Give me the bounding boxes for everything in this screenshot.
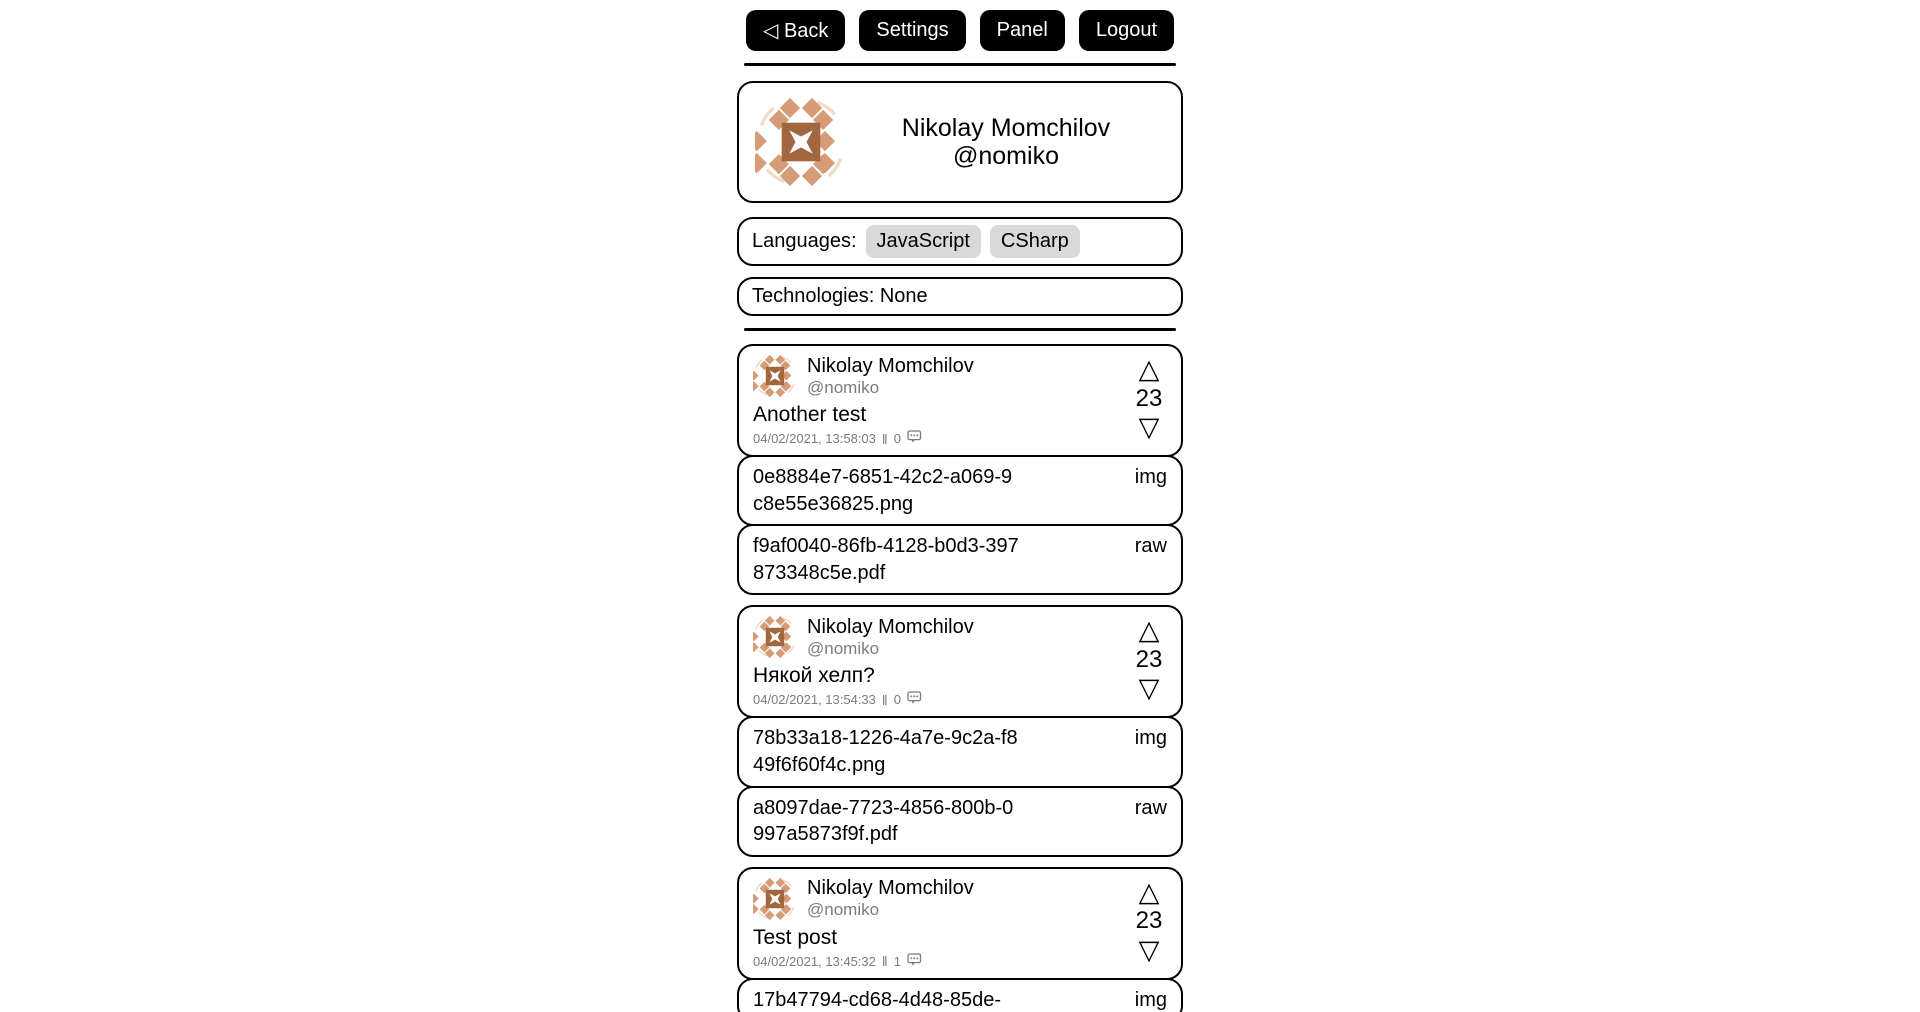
attachment-filename: 17b47794-cd68-4d48-85de- xyxy=(753,988,1001,1011)
meta-separator: ‖ xyxy=(881,691,888,708)
post-title: Някой хелп? xyxy=(753,664,875,688)
attachment-filename: a8097dae-7723-4856-800b-0997a5873f9f.pdf xyxy=(753,796,1014,846)
post xyxy=(737,867,1183,1012)
downvote-button[interactable]: ▽ xyxy=(1138,934,1160,965)
post-author-row xyxy=(753,615,1127,659)
back-button[interactable]: ◁ Back xyxy=(746,10,845,51)
vote-count: 23 xyxy=(1135,384,1163,412)
languages-card xyxy=(737,217,1183,266)
attachment-type: img xyxy=(1134,988,1167,1011)
post-meta xyxy=(753,691,1127,708)
post xyxy=(737,605,1183,856)
profile-page xyxy=(737,0,1183,1012)
panel-button[interactable]: Panel xyxy=(980,10,1065,51)
profile-names xyxy=(847,114,1165,171)
identicon-avatar xyxy=(753,877,797,921)
attachment-type: img xyxy=(1134,466,1167,488)
attachment-row[interactable] xyxy=(737,716,1183,787)
settings-button[interactable]: Settings xyxy=(859,10,965,51)
comment-count: 1 xyxy=(893,953,901,969)
post-header[interactable] xyxy=(737,605,1183,718)
attachment-row[interactable] xyxy=(737,978,1183,1012)
upvote-button[interactable]: △ xyxy=(1138,876,1160,907)
logout-button[interactable]: Logout xyxy=(1079,10,1174,51)
post-author-handle: @nomiko xyxy=(807,377,880,397)
comment-count: 0 xyxy=(893,431,901,446)
identicon-avatar xyxy=(753,615,797,659)
meta-separator: ‖ xyxy=(881,953,888,970)
post-avatar xyxy=(753,877,797,921)
attachment-row[interactable] xyxy=(737,786,1183,857)
posts-list xyxy=(737,344,1183,1012)
post-author-name: Nikolay Momchilov xyxy=(807,354,974,377)
vote-count: 23 xyxy=(1135,907,1163,935)
post-header[interactable] xyxy=(737,344,1183,457)
profile-card xyxy=(737,81,1183,203)
post-author-row xyxy=(753,354,1127,398)
post xyxy=(737,344,1183,595)
language-tag-csharp[interactable]: CSharp xyxy=(990,225,1080,258)
language-tag-javascript[interactable]: JavaScript xyxy=(866,225,981,258)
post-meta xyxy=(753,430,1127,447)
downvote-button[interactable]: ▽ xyxy=(1138,412,1160,442)
post-author-name: Nikolay Momchilov xyxy=(807,877,974,900)
attachment-type: img xyxy=(1134,727,1167,750)
comment-icon xyxy=(907,430,922,444)
comment-count: 0 xyxy=(893,692,901,708)
comment-icon xyxy=(907,691,922,705)
identicon-avatar xyxy=(753,354,797,398)
post-title: Another test xyxy=(753,403,867,426)
top-divider xyxy=(744,63,1176,66)
profile-handle: @nomiko xyxy=(953,142,1059,170)
attachment-type: raw xyxy=(1134,535,1167,558)
attachment-filename: 0e8884e7-6851-42c2-a069-9c8e55e36825.png xyxy=(753,466,1013,515)
identicon-avatar xyxy=(755,96,847,188)
vote-count: 23 xyxy=(1135,645,1163,673)
upvote-button[interactable]: △ xyxy=(1138,615,1160,646)
attachment-row[interactable] xyxy=(737,455,1183,526)
post-title: Test post xyxy=(753,925,838,949)
upvote-button[interactable]: △ xyxy=(1138,354,1160,384)
post-timestamp: 04/02/2021, 13:58:03 xyxy=(753,431,876,446)
profile-avatar xyxy=(755,96,847,188)
post-author-handle: @nomiko xyxy=(807,900,880,920)
post-author-row xyxy=(753,877,1127,921)
attachment-row[interactable] xyxy=(737,524,1183,595)
posts-divider xyxy=(744,328,1176,331)
vote-column xyxy=(1127,354,1171,447)
post-author-name: Nikolay Momchilov xyxy=(807,616,974,639)
profile-name: Nikolay Momchilov xyxy=(901,113,1111,142)
meta-separator: ‖ xyxy=(881,430,888,447)
downvote-button[interactable]: ▽ xyxy=(1138,673,1160,704)
vote-column xyxy=(1127,877,1171,970)
technologies-card xyxy=(737,277,1183,316)
comment-icon xyxy=(907,953,922,967)
post-meta xyxy=(753,953,1127,970)
technologies-text: Technologies: None xyxy=(752,285,928,307)
post-avatar xyxy=(753,354,797,398)
toolbar xyxy=(737,10,1183,51)
languages-label: Languages: xyxy=(752,230,857,252)
post-timestamp: 04/02/2021, 13:54:33 xyxy=(753,692,876,708)
vote-column xyxy=(1127,615,1171,708)
post-header[interactable] xyxy=(737,867,1183,980)
post-avatar xyxy=(753,615,797,659)
post-author-handle: @nomiko xyxy=(807,639,880,659)
attachment-type: raw xyxy=(1134,796,1167,819)
attachment-filename: f9af0040-86fb-4128-b0d3-397873348c5e.pdf xyxy=(753,535,1019,584)
attachment-filename: 78b33a18-1226-4a7e-9c2a-f849f6f60f4c.png xyxy=(753,727,1018,776)
post-timestamp: 04/02/2021, 13:45:32 xyxy=(753,953,876,969)
